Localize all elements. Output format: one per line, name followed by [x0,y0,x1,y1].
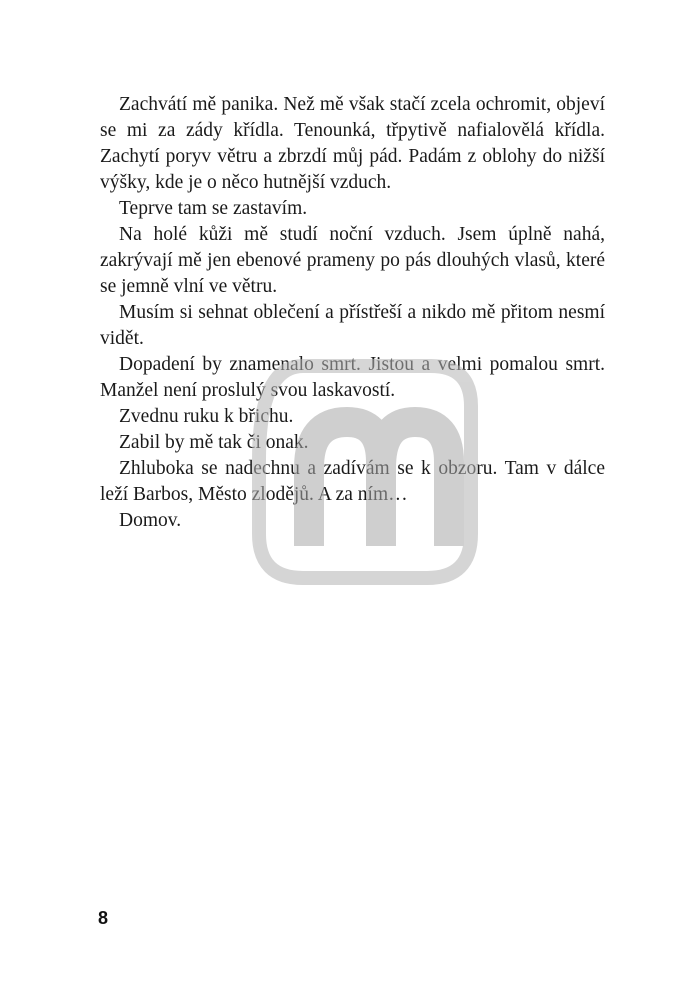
paragraph-6: Zvednu ruku k břichu. [119,406,294,427]
paragraph-3: Na holé kůži mě studí noční vzduch. Jsem úplně nahá, zakrývají mě jen ebenové prameny po pás dlouhých vlasů, které se jemně vlní ve větru. [100,224,605,297]
paragraph-5: Dopadení by znamenalo smrt. Jistou a velmi pomalou smrt. Manžel není proslulý svou laskavostí. [100,354,605,401]
paragraph-1: Zachvátí mě panika. Než mě však stačí zcela ochromit, objeví se mi za zády křídla. Tenounká, třpytivě nafialovělá křídla. Zachytí poryv větru a zbrzdí můj pád. Padám z oblohy do nižší výšky, kde je o něco hutnější vzduch. [100,94,605,193]
page-number: 8 [98,908,109,928]
paragraph-4: Musím si sehnat oblečení a přístřeší a nikdo mě přitom nesmí vidět. [100,302,605,349]
body-text [100,92,605,534]
paragraph-2: Teprve tam se zastavím. [119,198,308,219]
paragraph-9: Domov. [119,510,182,531]
paragraph-8: Zhluboka se nadechnu a zadívám se k obzoru. Tam v dálce leží Barbos, Město zlodějů. A za ním… [100,458,605,505]
paragraph-7: Zabil by mě tak či onak. [119,432,309,453]
